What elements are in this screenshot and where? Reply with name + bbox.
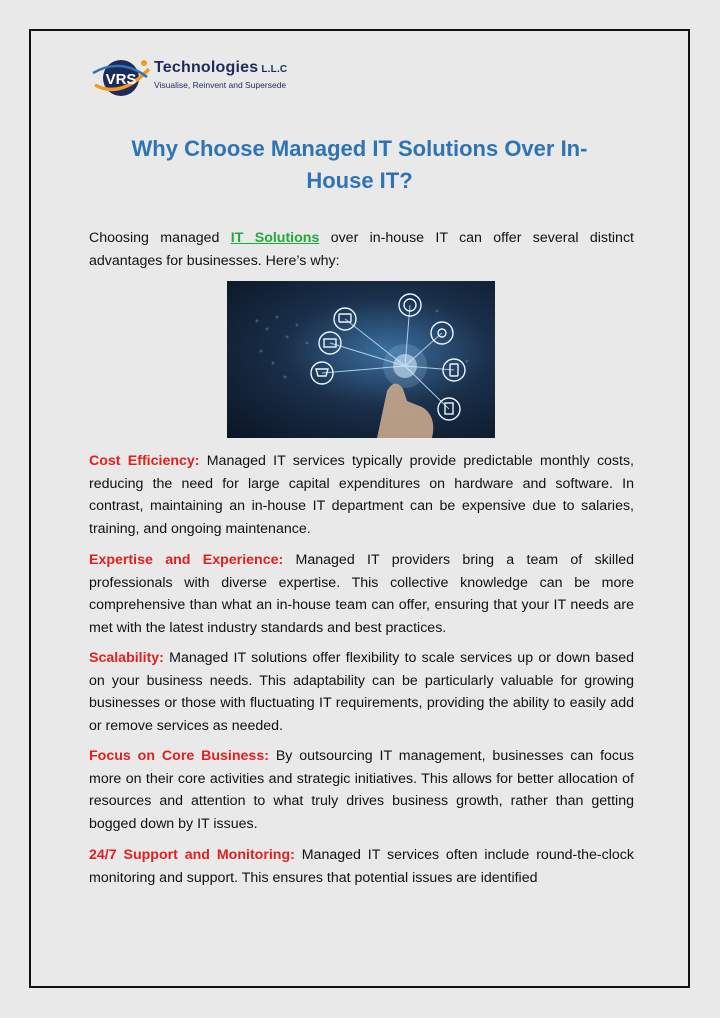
section-text: Managed IT services typically provide predictable monthly costs, reducing the need for large capital expenditures on hardware and software. In contrast, maintaining an in-house IT department can be expensive due to salaries, training, and ongoing maintenance. — [89, 453, 635, 537]
brand-name: Technologies — [154, 59, 259, 76]
intro-before: Choosing managed — [89, 230, 231, 246]
section-scalability — [89, 647, 634, 737]
section-core-business — [89, 745, 634, 835]
intro-paragraph — [89, 227, 634, 272]
section-text: By outsourcing IT management, businesses can focus more on their core activities and strategic initiatives. This allows for better allocation of resources and attention to what truly drives business growth, rather than getting bogged down by IT issues. — [89, 748, 634, 832]
logo-name — [154, 59, 287, 77]
it-solutions-link[interactable]: IT Solutions — [230, 230, 320, 246]
section-support-monitoring — [89, 844, 634, 889]
title-line-2: House IT? — [306, 168, 413, 193]
section-text: Managed IT providers bring a team of skilled professionals with diverse expertise. This collective knowledge can be more comprehensive than what an in-house team can offer, ensuring that your IT needs are met with the latest industry standards and best practices. — [89, 552, 635, 636]
brand-tagline: Visualise, Reinvent and Supersede — [154, 80, 287, 90]
section-expertise — [89, 549, 634, 639]
section-label: 24/7 Support and Monitoring: — [89, 847, 295, 863]
brand-suffix: L.L.C — [261, 64, 288, 75]
logo-mark-text: VRS — [105, 71, 137, 88]
section-label: Focus on Core Business: — [89, 748, 269, 764]
page-title — [71, 133, 648, 197]
vrs-logo-mark — [91, 55, 151, 101]
section-label: Scalability: — [89, 650, 164, 666]
section-text: Managed IT solutions offer flexibility to scale services up or down based on your business needs. This adaptability can be particularly valuable for growing businesses or those with fluctuating IT requirements, providing the ability to easily add or remove services as needed. — [89, 650, 634, 734]
document-page — [29, 29, 690, 988]
section-label: Cost Efficiency: — [89, 453, 200, 469]
intro-after: over in-house IT can offer several distinct advantages for businesses. Here’s why: — [89, 230, 634, 269]
section-label: Expertise and Experience: — [89, 552, 284, 568]
section-text: Managed IT services often include round-the-clock monitoring and support. This ensures that potential issues are identified — [89, 847, 634, 886]
hero-image — [227, 281, 495, 438]
network-illustration — [227, 281, 495, 438]
section-cost-efficiency — [89, 450, 634, 540]
company-logo — [91, 55, 291, 101]
title-line-1: Why Choose Managed IT Solutions Over In- — [131, 136, 588, 161]
